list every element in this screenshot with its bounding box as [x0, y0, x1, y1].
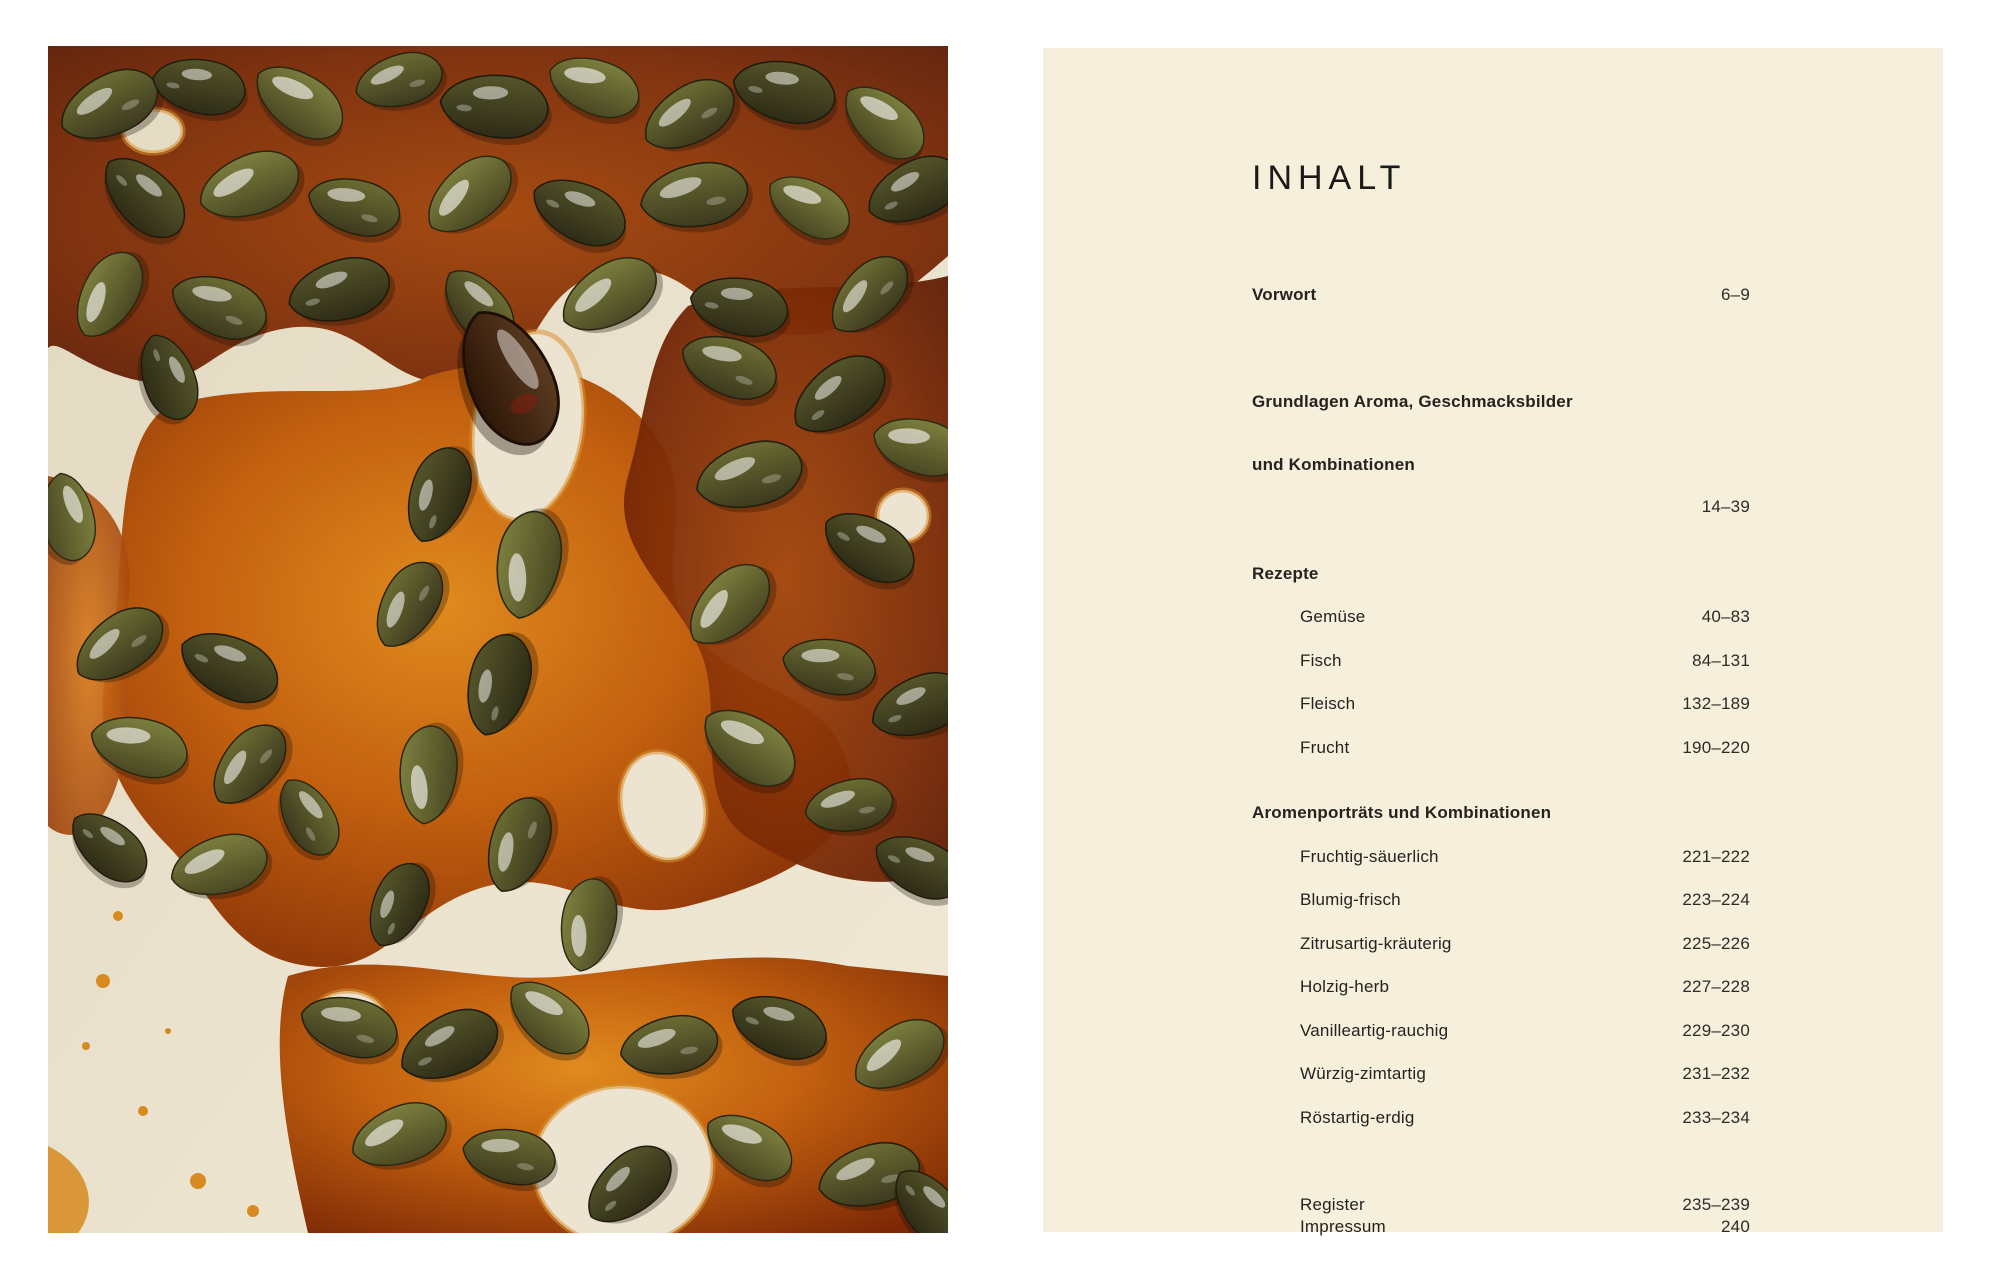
toc-row-fisch [1252, 650, 1750, 671]
toc-section-header: Aromenporträts und Kombinationen [1252, 803, 1552, 822]
toc-entry-pages: 235–239 [1682, 1195, 1750, 1214]
contents-page [1043, 48, 1943, 1236]
toc-entry-pages: 223–224 [1682, 890, 1750, 909]
toc-entry-pages: 84–131 [1692, 651, 1750, 670]
toc-row-zitrusartig-kraeuterig [1252, 933, 1750, 954]
toc-entry-label: Blumig-frisch [1300, 890, 1401, 909]
toc-entry-label: Zitrusartig-kräuterig [1300, 934, 1452, 953]
toc-header-rezepte [1252, 563, 1750, 584]
toc-entry-pages: 221–222 [1682, 847, 1750, 866]
toc-row-holzig-herb [1252, 976, 1750, 997]
toc-entry-label: Fisch [1300, 651, 1342, 670]
toc-entry-label [1252, 349, 1573, 517]
toc-entry-pages: 190–220 [1682, 738, 1750, 757]
toc-entry-pages: 14–39 [1701, 497, 1750, 516]
photo-illustration [48, 46, 948, 1233]
table-of-contents [1252, 284, 1750, 1237]
pumpkin-seed-brittle-photo [48, 46, 948, 1233]
toc-row-gemuese [1252, 606, 1750, 627]
toc-entry-pages: 240 [1721, 1217, 1750, 1236]
toc-header-aromen [1252, 802, 1750, 823]
toc-row-frucht [1252, 737, 1750, 758]
page-title: INHALT [1252, 159, 1407, 197]
toc-entry-label-line2: und Kombinationen [1252, 455, 1415, 474]
toc-entry-label: Vanilleartig-rauchig [1300, 1021, 1449, 1040]
toc-row-wuerzig-zimtartig [1252, 1063, 1750, 1084]
toc-row-fleisch [1252, 693, 1750, 714]
toc-entry-label: Röstartig-erdig [1300, 1108, 1415, 1127]
toc-entry-pages: 40–83 [1701, 607, 1750, 626]
toc-entry-pages: 6–9 [1721, 285, 1750, 304]
toc-entry-label: Fruchtig-säuerlich [1300, 847, 1439, 866]
toc-row-impressum [1252, 1216, 1750, 1237]
toc-entry-pages: 231–232 [1682, 1064, 1750, 1083]
toc-entry-pages: 132–189 [1682, 694, 1750, 713]
toc-section-header: Rezepte [1252, 564, 1319, 583]
toc-entry-label: Holzig-herb [1300, 977, 1390, 996]
toc-entry-label: Frucht [1300, 738, 1350, 757]
toc-entry-pages: 227–228 [1682, 977, 1750, 996]
toc-entry-pages: 225–226 [1682, 934, 1750, 953]
toc-entry-label: Würzig-zimtartig [1300, 1064, 1426, 1083]
toc-entry-pages: 233–234 [1682, 1108, 1750, 1127]
toc-row-roestartig-erdig [1252, 1107, 1750, 1128]
toc-row-vorwort [1252, 284, 1750, 305]
toc-entry-label: Register [1300, 1195, 1365, 1214]
toc-entry-label: Impressum [1300, 1217, 1386, 1236]
toc-row-blumig-frisch [1252, 889, 1750, 910]
toc-row-grundlagen [1252, 349, 1750, 517]
toc-entry-label: Gemüse [1300, 607, 1366, 626]
toc-entry-pages: 229–230 [1682, 1021, 1750, 1040]
toc-entry-label: Fleisch [1300, 694, 1356, 713]
toc-entry-label: Vorwort [1252, 285, 1317, 304]
toc-entry-label-line1: Grundlagen Aroma, Geschmacksbilder [1252, 392, 1573, 411]
toc-row-fruchtig-saeuerlich [1252, 846, 1750, 867]
toc-row-vanilleartig-rauchig [1252, 1020, 1750, 1041]
toc-row-register [1252, 1194, 1750, 1215]
